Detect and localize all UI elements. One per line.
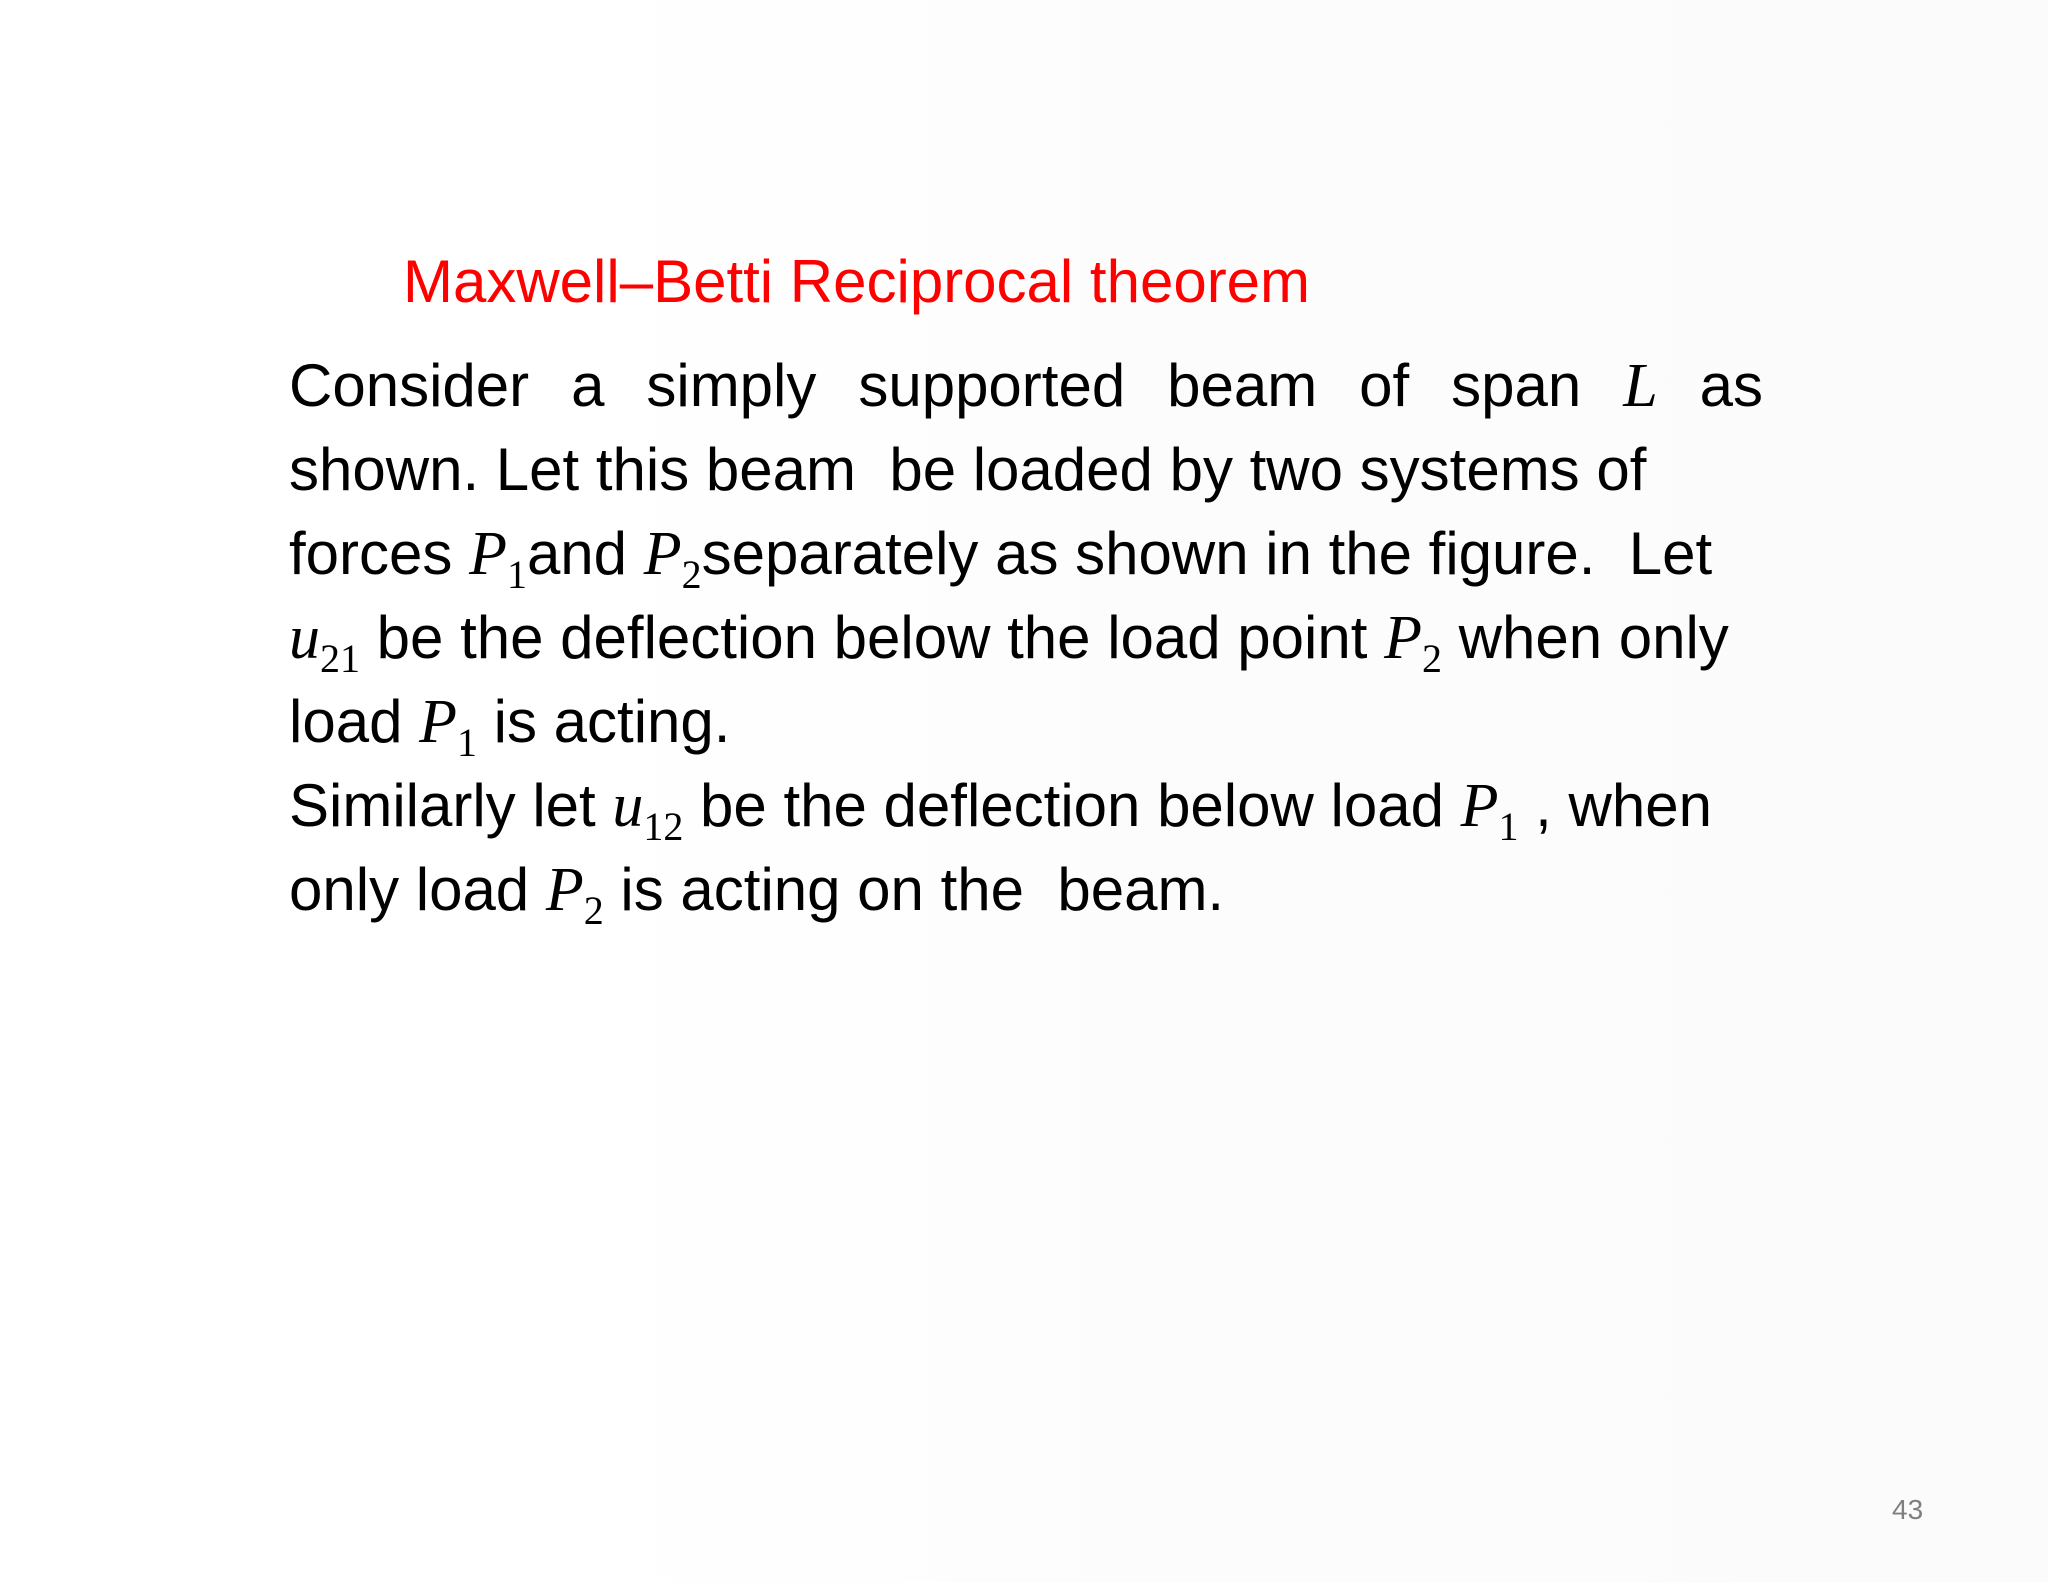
- body-line-2: [289, 428, 1763, 512]
- math-symbol-p2: [1384, 604, 1442, 681]
- math-symbol-p1: [469, 520, 527, 597]
- math-span-L: L: [1623, 352, 1658, 420]
- math-subscript: 2: [1421, 636, 1442, 681]
- text-word: of: [1359, 352, 1410, 419]
- text-segment: is acting.: [476, 688, 731, 755]
- math-letter: P: [1384, 604, 1422, 672]
- math-letter: u: [289, 604, 320, 672]
- text-word: a: [571, 352, 605, 419]
- body-line-3: [289, 512, 1763, 596]
- text-word: span: [1451, 352, 1582, 419]
- math-subscript: 12: [643, 804, 684, 849]
- math-letter: P: [643, 520, 682, 588]
- text-segment: be the deflection below the load point: [360, 604, 1385, 671]
- text-segment: , when: [1518, 772, 1712, 839]
- body-line-4: [289, 596, 1763, 680]
- text-segment: when only: [1441, 604, 1729, 671]
- math-subscript: 2: [583, 888, 604, 933]
- body-line-7: [289, 848, 1763, 932]
- page-number: 43: [1892, 1494, 1924, 1525]
- text-word: as: [1699, 352, 1763, 419]
- text-segment: load: [289, 688, 420, 755]
- math-subscript: 1: [1498, 804, 1519, 849]
- math-symbol-u21: [289, 604, 360, 681]
- text-segment: only load: [289, 856, 546, 923]
- body-line-6: [289, 764, 1763, 848]
- math-symbol-p1: [1460, 772, 1519, 849]
- text-segment: shown. Let this beam be loaded by two systems of: [289, 436, 1647, 503]
- math-subscript: 1: [456, 720, 477, 765]
- math-symbol-p2: [545, 856, 604, 933]
- text-word: supported: [858, 352, 1126, 419]
- math-letter: u: [612, 772, 644, 840]
- math-subscript: 2: [681, 552, 702, 597]
- math-letter: P: [419, 688, 457, 756]
- text-word: beam: [1167, 352, 1318, 419]
- text-segment: be the deflection below load: [683, 772, 1461, 839]
- body-line-5: [289, 680, 1763, 764]
- math-symbol-p2: [643, 520, 702, 597]
- math-letter: P: [1460, 772, 1499, 840]
- slide-body-text: [289, 344, 1763, 932]
- text-segment: is acting on the beam.: [603, 856, 1225, 923]
- math-letter: P: [469, 520, 507, 588]
- body-line-1: [289, 344, 1763, 428]
- slide-title: Maxwell–Betti Reciprocal theorem: [403, 248, 1311, 315]
- text-segment: forces: [289, 520, 470, 587]
- text-segment: Similarly let: [289, 772, 613, 839]
- text-segment: separately as shown in the figure. Let: [701, 520, 1713, 587]
- math-subscript: 21: [320, 636, 360, 681]
- text-word: simply: [646, 352, 817, 419]
- text-word: Consider: [289, 352, 530, 419]
- math-subscript: 1: [506, 552, 527, 597]
- math-symbol-p1: [419, 688, 477, 765]
- math-symbol-u12: [612, 772, 684, 849]
- text-segment: and: [526, 520, 644, 587]
- math-letter: P: [545, 856, 584, 924]
